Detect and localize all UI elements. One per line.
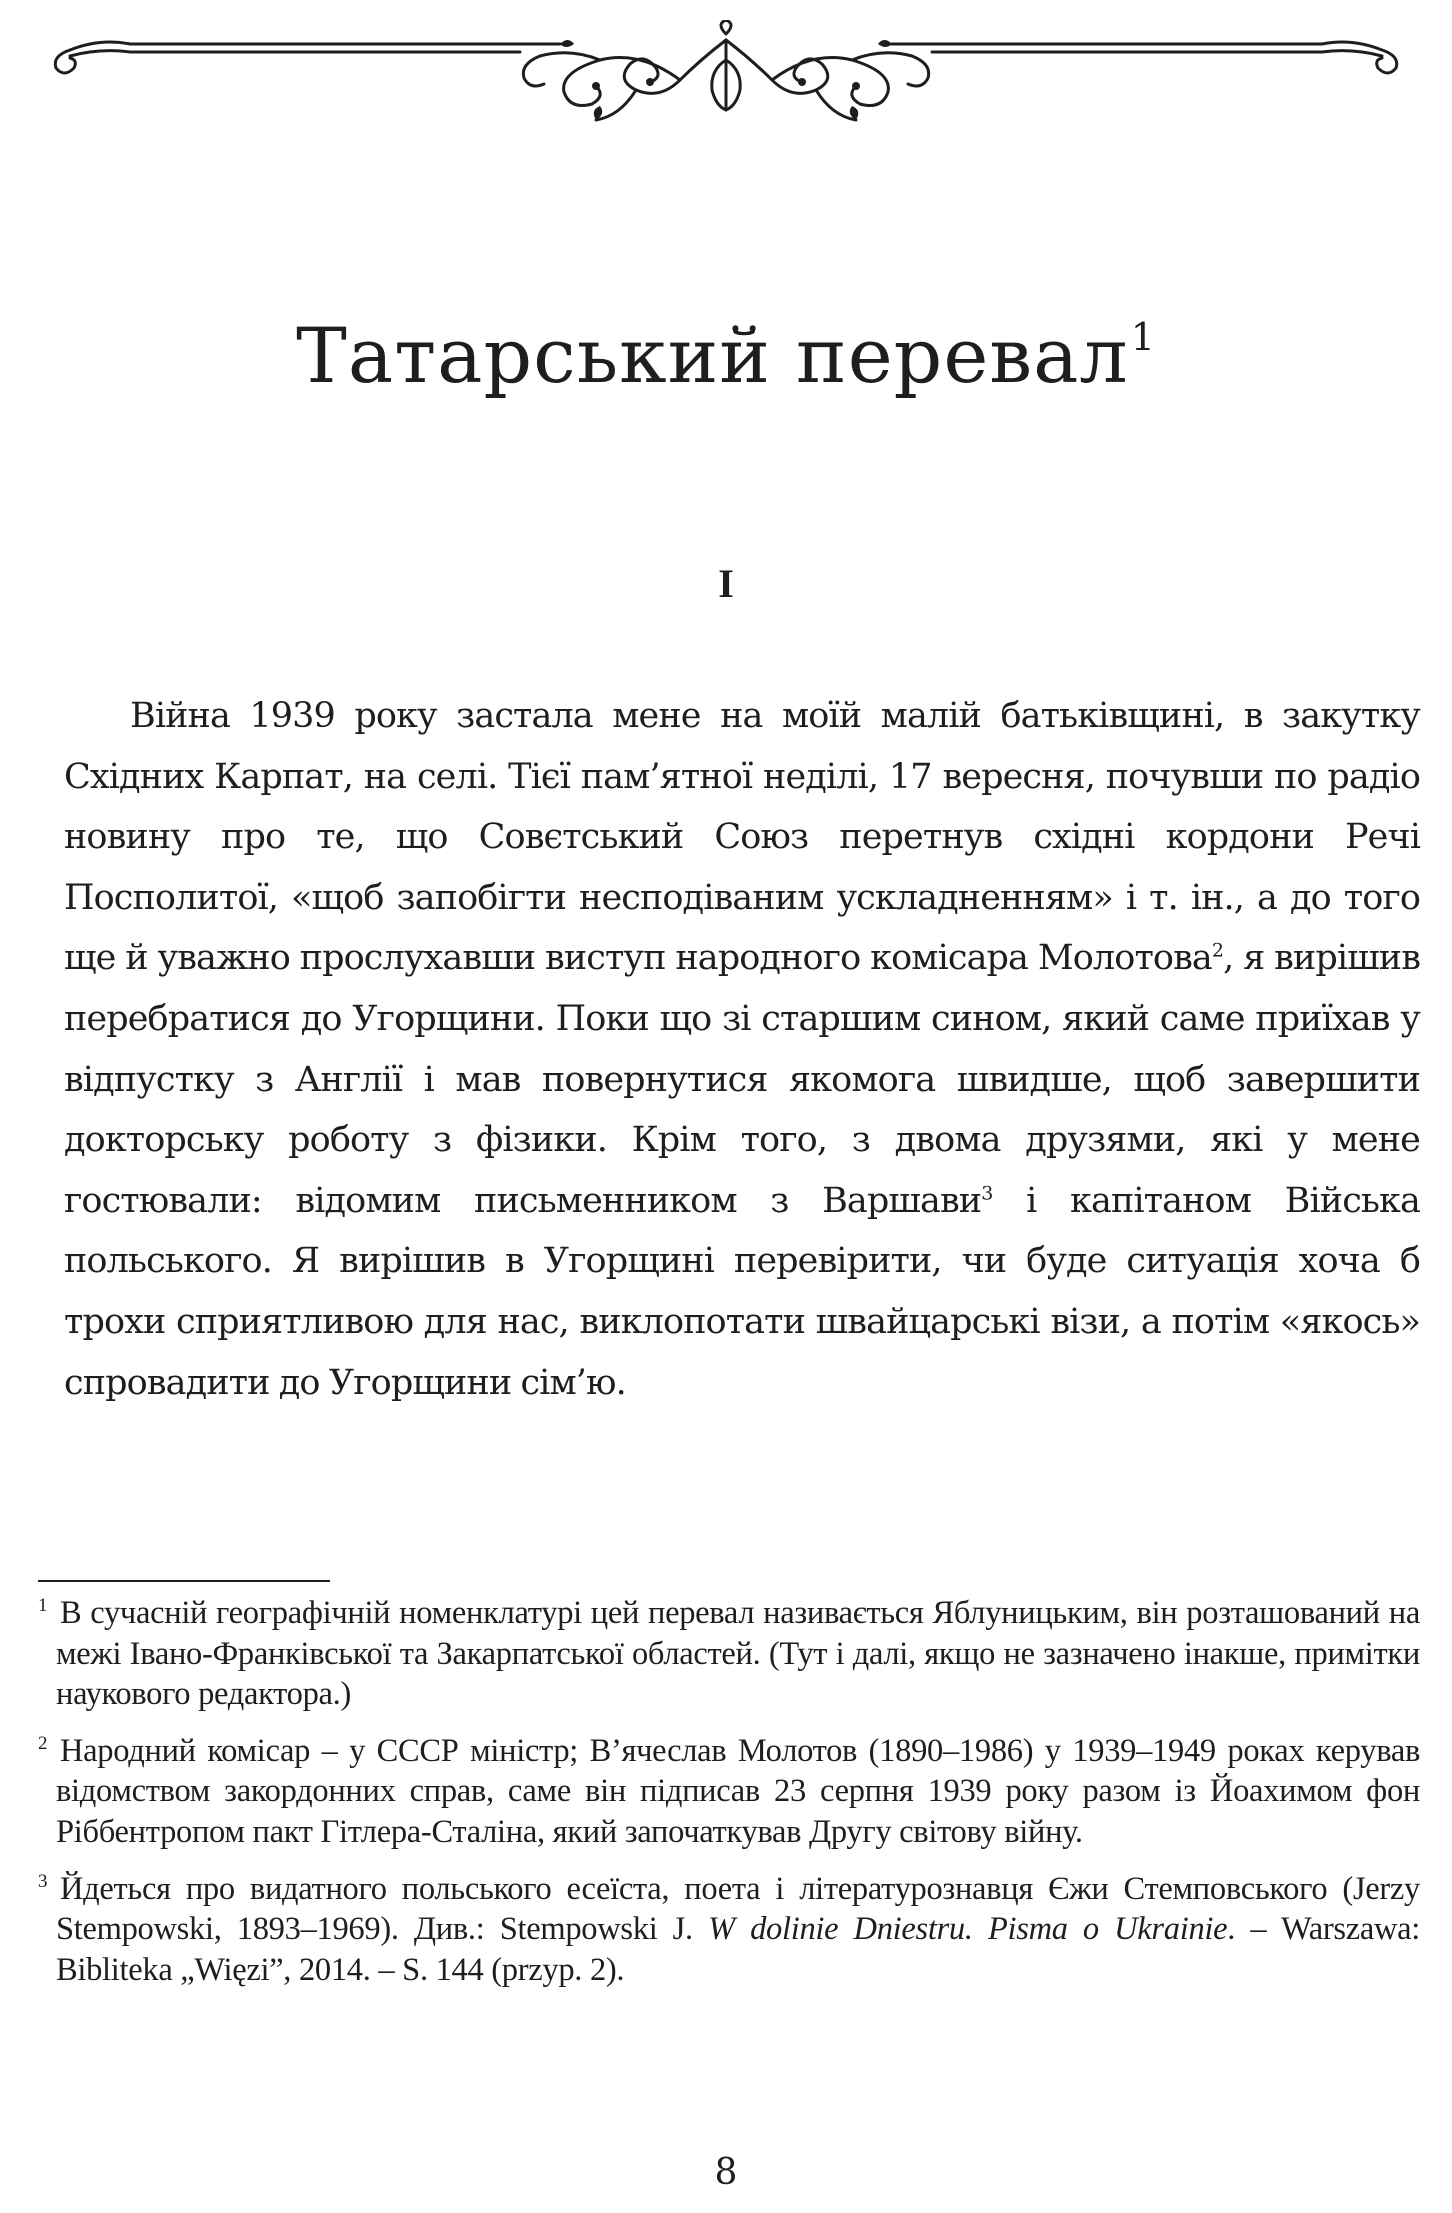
header-ornament	[40, 20, 1412, 130]
footnote-separator	[38, 1580, 330, 1582]
section-number: I	[718, 561, 734, 606]
footnote-1: 1 В сучасній географічній номенклатурі цей перевал називається Яблуницьким, він розташований на межі Івано-Франківської та Закарпатської областей. (Тут і далі, якщо не зазначено інакше, примітки наукового редактора.)	[38, 1595, 1420, 1713]
footnote-text-3b: . – Warszawa: Bibliteka „Więzi”, 2014. – S. 144 (przyp. 2).	[56, 1911, 1420, 1988]
footnote-3: 3 Йдеться про видатного польського есеїста, поета і літературознавця Єжи Стемповського (Jerzy Stempowski, 1893–1969). Див.: Stempowski J. W dolinie Dniestru. Pisma o Ukrainie. – Warszawa: Bibliteka „Więzi”, 2014. – S. 144 (przyp. 2).	[38, 1870, 1420, 1988]
footnote-text-1: В сучасній географічній номенклатурі цей перевал називається Яблуницьким, він розташований на межі Івано-Франківської та Закарпатської областей. (Тут і далі, якщо не зазначено інакше, примітки наукового редактора.)	[56, 1595, 1420, 1713]
chapter-title	[0, 311, 1452, 400]
footnote-ref-2[interactable]: 2	[1211, 939, 1224, 962]
chapter-title-text: Татарський перевал	[296, 311, 1129, 400]
footnote-text-3-title: W dolinie Dniestru. Pisma o Ukrainie	[708, 1911, 1228, 1948]
page-number: 8	[714, 2152, 738, 2193]
body-paragraph	[64, 686, 1420, 1413]
footnote-2: 2 Народний комісар – у СССР міністр; В’ячеслав Молотов (1890–1986) у 1939–1949 роках керував відомством закордонних справ, саме він підписав 23 серпня 1939 року разом із Йоахимом фон Ріббентропом пакт Гітлера-Сталіна, який започаткував Другу світову війну.	[38, 1732, 1420, 1850]
footnote-ref-1[interactable]: 1	[1130, 315, 1156, 359]
body-text-part-2: , я вирішив перебратися до Угорщини. Поки що зі старшим сином, який саме приїхав у відпустку з Англії і мав повернутися якомога швидше, щоб завершити докторську роботу з фізики. Крім того, з двома друзями, які у мене гостювали: відомим письменником з Варшави	[64, 938, 1421, 1221]
footnote-text-3a: Йдеться про видатного польського есеїста, поета і літературознавця Єжи Стемповського (Jerzy Stempowski, 1893–1969). Див.: Stempowski J.	[56, 1870, 1420, 1948]
body-text-part-3: і капітаном Війська польського. Я вирішив в Угорщині перевірити, чи буде ситуація хоча б трохи сприятливою для нас, виклопотати швайцарські візи, а потім «якось» спровадити до Угорщини сім’ю.	[64, 1180, 1420, 1403]
footnote-text-2: Народний комісар – у СССР міністр; В’ячеслав Молотов (1890–1986) у 1939–1949 роках керував відомством закордонних справ, саме він підписав 23 серпня 1939 року разом із Йоахимом фон Ріббентропом пакт Гітлера-Сталіна, який започаткував Другу світову війну.	[56, 1732, 1420, 1850]
footnote-ref-3[interactable]: 3	[981, 1182, 993, 1205]
footnotes	[38, 1593, 1420, 2006]
body-text-part-1: Війна 1939 року застала мене на моїй малій батьківщині, в закутку Східних Карпат, на селі. Тієї пам’ятної неділі, 17 вересня, почувши по радіо новину про те, що Совєтський Союз перетнув східні кордони Речі Посполитої, «щоб запобігти несподіваним ускладненням» і т. ін., а до того ще й уважно прослухавши виступ народного комісара Молотова	[64, 696, 1420, 979]
